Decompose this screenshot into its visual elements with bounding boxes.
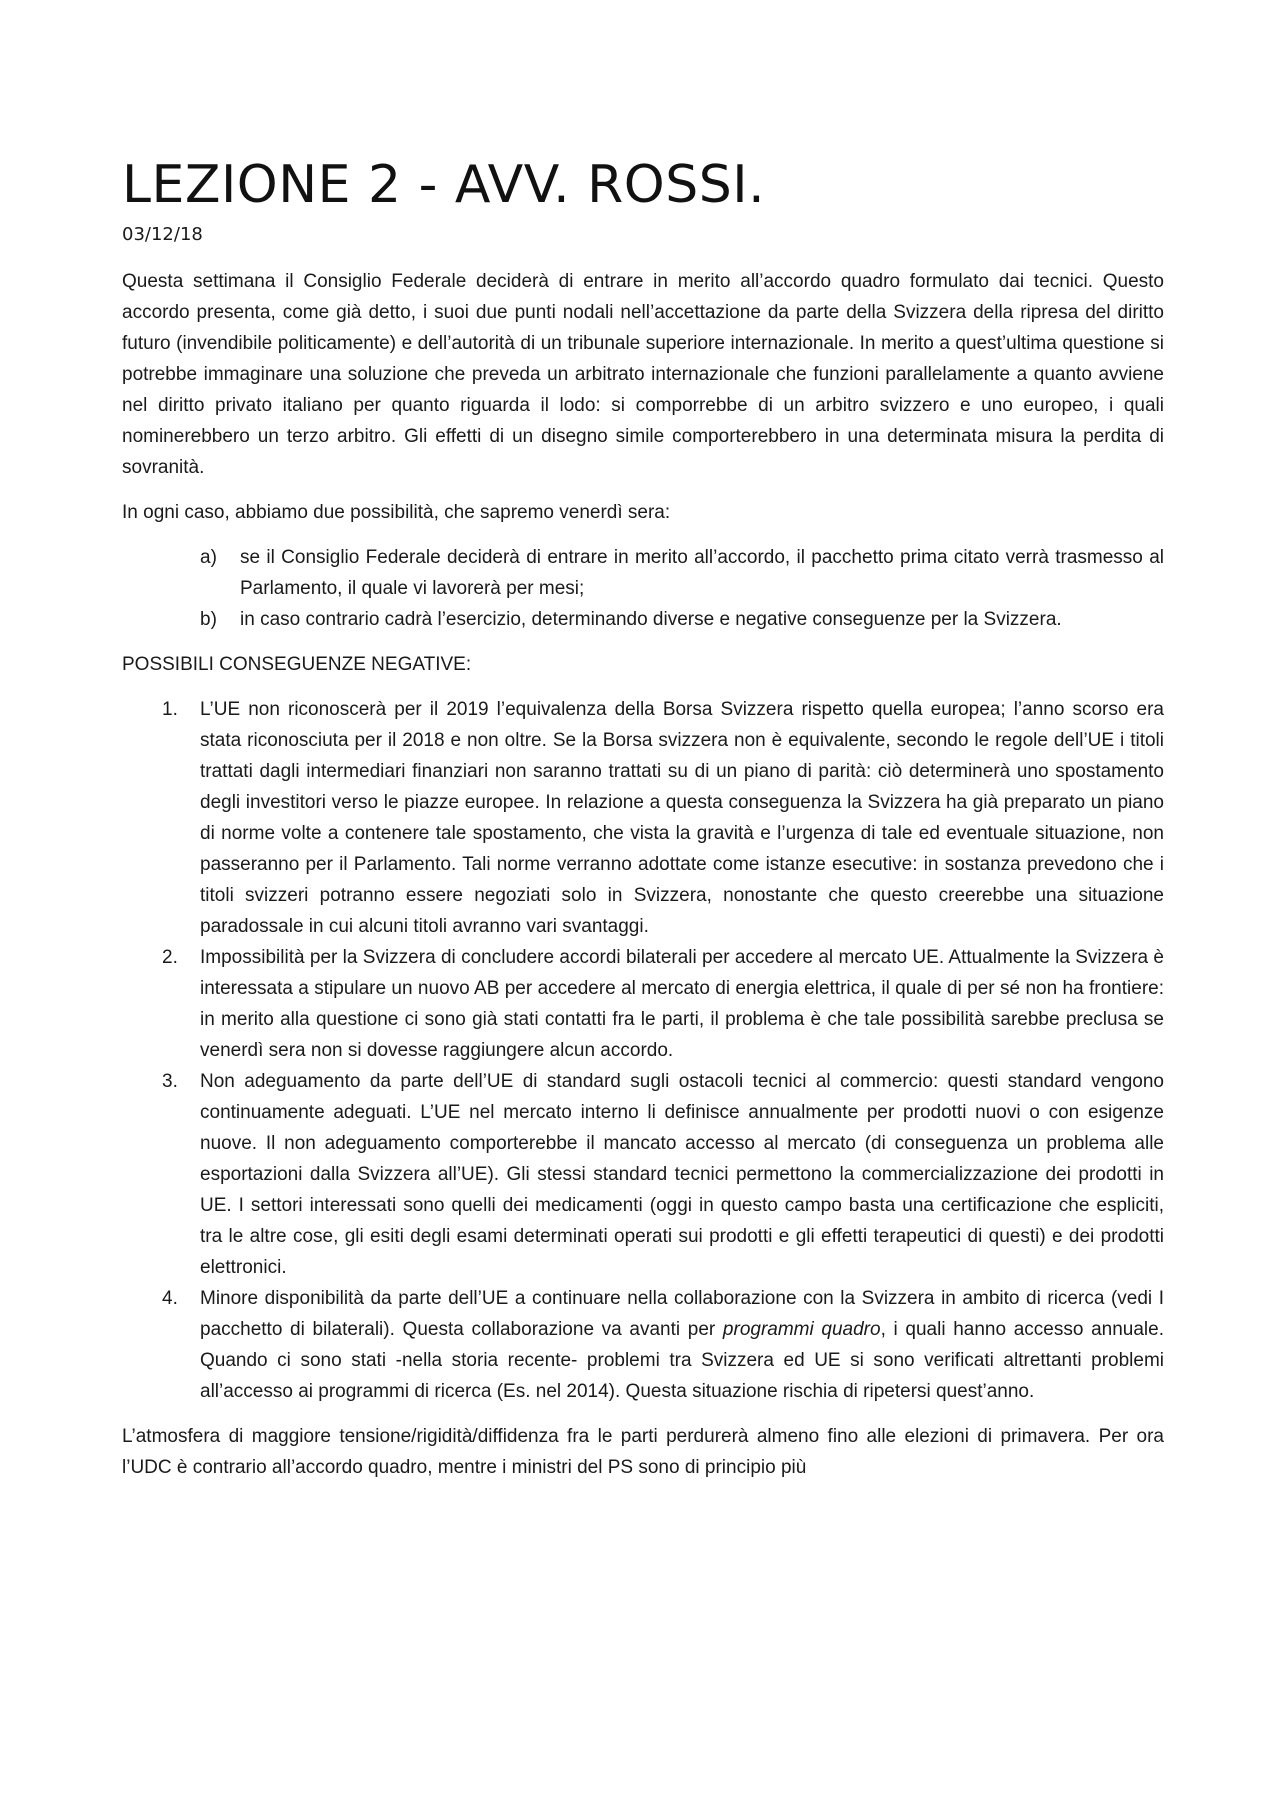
list-item (122, 1283, 1164, 1407)
intro-paragraph: Questa settimana il Consiglio Federale deciderà di entrare in merito all’accordo quadro formulato dai tecnici. Questo accordo presenta, come già detto, i suoi due punti nodali nell’accettazione da parte della Svizzera della ripresa del diritto futuro (invendibile politicamente) e dell’autorità di un tribunale superiore internazionale. In merito a quest’ultima questione si potrebbe immaginare una soluzione che preveda un arbitrato internazionale che funzioni parallelamente a quanto avviene nel diritto privato italiano per quanto riguarda il lodo: si comporrebbe di un arbitro svizzero e uno europeo, i quali nominerebbero un terzo arbitro. Gli effetti di un disegno simile comporterebbero in una determinata misura la perdita di sovranità. (122, 271, 1164, 478)
document-date: 03/12/18 (122, 224, 203, 245)
list-marker: a) (200, 547, 217, 568)
list-marker: b) (200, 609, 217, 630)
list-item-text-italic: programmi quadro (722, 1319, 881, 1340)
list-marker: 2. (162, 947, 178, 968)
closing-paragraph: L’atmosfera di maggiore tensione/rigidità/diffidenza fra le parti perdurerà almeno fino alle elezioni di primavera. Per ora l’UDC è contrario all’accordo quadro, mentre i ministri del PS sono di principio più (122, 1426, 1164, 1478)
list-item-text-after: , i quali hanno accesso annuale. Quando ci sono stati -nella storia recente- problemi tra Svizzera ed UE si sono verificati altrettanti problemi all’accesso ai programmi di ricerca (Es. nel 2014). Questa situazione rischia di ripetersi quest’anno. (200, 1319, 1164, 1402)
document-page (122, 150, 1164, 1497)
possibilities-list (122, 542, 1164, 635)
list-item (122, 942, 1164, 1066)
list-marker: 1. (162, 699, 178, 720)
list-item-text: Impossibilità per la Svizzera di concludere accordi bilaterali per accedere al mercato UE. Attualmente la Svizzera è interessata a stipulare un nuovo AB per accedere al mercato di energia elettrica, il quale di per sé non ha frontiere: in merito alla questione ci sono già stati contatti fra le parti, il problema è che tale possibilità sarebbe preclusa se venerdì sera non si dovesse raggiungere alcun accordo. (200, 947, 1164, 1061)
list-item-text: L’UE non riconoscerà per il 2019 l’equivalenza della Borsa Svizzera rispetto quella europea; l’anno scorso era stata riconosciuta per il 2018 e non oltre. Se la Borsa svizzera non è equivalente, secondo le regole dell’UE i titoli trattati dagli intermediari finanziari non saranno trattati su di un piano di parità: ciò determinerà uno spostamento degli investitori verso le piazze europee. In relazione a questa conseguenza la Svizzera ha già preparato un piano di norme volte a contenere tale spostamento, che vista la gravità e l’urgenza di tale ed eventuale situazione, non passeranno per il Parlamento. Tali norme verranno adottate come istanze esecutive: in sostanza prevedono che i titoli svizzeri potranno essere negoziati solo in Svizzera, nonostante che questo creerebbe una situazione paradossale in cui alcuni titoli avranno vari svantaggi. (200, 699, 1164, 937)
list-item-text: Non adeguamento da parte dell’UE di standard sugli ostacoli tecnici al commercio: questi standard vengono continuamente adeguati. L’UE nel mercato interno li definisce annualmente per prodotti nuovi o con esigenze nuove. Il non adeguamento comporterebbe il mancato accesso al mercato (di conseguenza un problema alle esportazioni dalla Svizzera all’UE). Gli stessi standard tecnici permettono la commercializzazione dei prodotti in UE. I settori interessati sono quelli dei medicamenti (oggi in questo campo basta una certificazione che espliciti, tra le altre cose, gli esiti degli esami determinati operati sui prodotti e gli effetti terapeutici di questi) e dei prodotti elettronici. (200, 1071, 1164, 1278)
list-item-text: in caso contrario cadrà l’esercizio, determinando diverse e negative conseguenze per la Svizzera. (240, 609, 1062, 630)
list-item-text: se il Consiglio Federale deciderà di entrare in merito all’accordo, il pacchetto prima citato verrà trasmesso al Parlamento, il quale vi lavorerà per mesi; (240, 547, 1164, 599)
consequences-list (122, 694, 1164, 1407)
list-item-text-before: Minore disponibilità da parte dell’UE a continuare nella collaborazione con la Svizzera in ambito di ricerca (vedi I pacchetto di bilaterali). Questa collaborazione va avanti per (200, 1288, 1164, 1340)
document-title: LEZIONE 2 - AVV. ROSSI. (122, 155, 766, 215)
list-marker: 4. (162, 1288, 178, 1309)
list-item (122, 542, 1164, 604)
consequences-heading: POSSIBILI CONSEGUENZE NEGATIVE: (122, 654, 472, 675)
list-item (122, 1066, 1164, 1283)
list-marker: 3. (162, 1071, 178, 1092)
list-item (122, 694, 1164, 942)
list-item (122, 604, 1164, 635)
possibilities-intro: In ogni caso, abbiamo due possibilità, che sapremo venerdì sera: (122, 502, 671, 523)
